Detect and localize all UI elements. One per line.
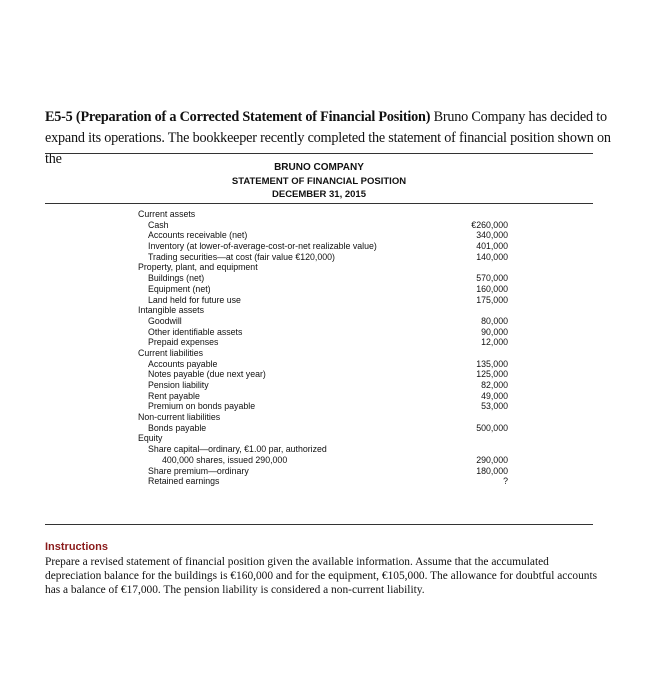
bottom-rule — [45, 524, 593, 525]
row-amount: 160,000 — [476, 283, 508, 294]
statement-date: DECEMBER 31, 2015 — [272, 189, 366, 200]
row-label: Goodwill — [148, 315, 182, 326]
table-row — [138, 444, 508, 455]
top-rule — [45, 153, 593, 154]
table-row — [138, 337, 508, 348]
table-row — [138, 252, 508, 263]
row-label: 400,000 shares, issued 290,000 — [162, 454, 288, 465]
row-label: Accounts receivable (net) — [148, 230, 248, 241]
table-row — [138, 295, 508, 306]
table-row — [138, 284, 508, 295]
row-label: Premium on bonds payable — [148, 401, 256, 412]
row-amount: ? — [503, 476, 508, 487]
table-row — [138, 423, 508, 434]
row-label: Pension liability — [148, 380, 209, 390]
table-row — [138, 241, 508, 252]
row-amount: 90,000 — [481, 326, 508, 337]
row-label: Cash — [148, 219, 169, 230]
row-amount: 500,000 — [476, 422, 508, 433]
row-label: Share capital—ordinary, €1.00 par, authorized — [148, 444, 327, 455]
header-rule — [45, 203, 593, 204]
table-row — [138, 348, 508, 359]
row-label: Equity — [138, 433, 163, 444]
table-row — [138, 220, 508, 231]
table-row — [138, 273, 508, 284]
row-label: Prepaid expenses — [148, 337, 219, 348]
row-label: Accounts payable — [148, 358, 218, 369]
table-row — [138, 327, 508, 338]
table-row — [138, 380, 508, 391]
row-amount: 570,000 — [476, 273, 508, 284]
row-amount: 340,000 — [476, 230, 508, 241]
row-amount: 401,000 — [476, 241, 508, 252]
row-label: Notes payable (due next year) — [148, 369, 266, 380]
row-label: Current liabilities — [138, 347, 204, 358]
problem-heading: E5-5 (Preparation of a Corrected Statement of Financial Position) — [45, 109, 431, 125]
row-label: Non-current liabilities — [138, 412, 221, 423]
row-label: Buildings (net) — [148, 273, 205, 284]
row-amount: 125,000 — [476, 369, 508, 380]
row-amount: 175,000 — [476, 294, 508, 305]
table-row — [138, 455, 508, 466]
table-row — [138, 230, 508, 241]
row-amount: 290,000 — [476, 454, 508, 465]
table-row — [138, 476, 508, 487]
row-label: Current assets — [138, 209, 196, 219]
instructions-text: Prepare a revised statement of financial position given the available information. Assume that the accumulated depreciation balance for the buildings is €160,000 and for the equipment, €105,000. The allowance for doubtful accounts has a balance of €17,000. The pension liability is considered a non-current liability. — [45, 556, 598, 596]
row-amount: 53,000 — [481, 401, 508, 412]
row-label: Land held for future use — [148, 294, 241, 305]
row-label: Equipment (net) — [148, 283, 211, 294]
row-amount: €260,000 — [471, 219, 508, 230]
statement-title: STATEMENT OF FINANCIAL POSITION — [231, 176, 407, 187]
table-row — [138, 305, 508, 316]
row-amount: 80,000 — [481, 315, 508, 326]
row-label: Property, plant, and equipment — [138, 262, 258, 273]
table-row — [138, 391, 508, 402]
instructions-heading: Instructions — [45, 541, 108, 553]
row-label: Retained earnings — [148, 476, 220, 487]
company-name: BRUNO COMPANY — [274, 162, 364, 173]
row-label: Rent payable — [148, 390, 200, 401]
problem-statement — [45, 107, 615, 170]
table-row — [138, 466, 508, 477]
table-row — [138, 209, 508, 220]
table-row — [138, 433, 508, 444]
row-amount: 82,000 — [481, 380, 508, 390]
row-label: Share premium—ordinary — [148, 465, 249, 476]
statement-table — [138, 209, 508, 487]
row-label: Trading securities—at cost (fair value €120,000) — [148, 251, 335, 262]
table-row — [138, 359, 508, 370]
row-label: Intangible assets — [138, 305, 205, 316]
row-amount: 12,000 — [481, 337, 508, 348]
table-row — [138, 316, 508, 327]
row-amount: 49,000 — [481, 390, 508, 401]
table-row — [138, 412, 508, 423]
row-amount: 135,000 — [476, 358, 508, 369]
row-label: Other identifiable assets — [148, 326, 243, 337]
table-row — [138, 369, 508, 380]
table-row — [138, 401, 508, 412]
problem-text: Bruno Company has decided to expand its operations. The bookkeeper recently completed the statement of financial position shown on the — [45, 109, 611, 167]
instructions — [45, 540, 607, 597]
table-row — [138, 262, 508, 273]
row-label: Inventory (at lower-of-average-cost-or-net realizable value) — [148, 241, 377, 252]
row-label: Bonds payable — [148, 422, 207, 433]
row-amount: 140,000 — [476, 251, 508, 262]
row-amount: 180,000 — [476, 465, 508, 476]
